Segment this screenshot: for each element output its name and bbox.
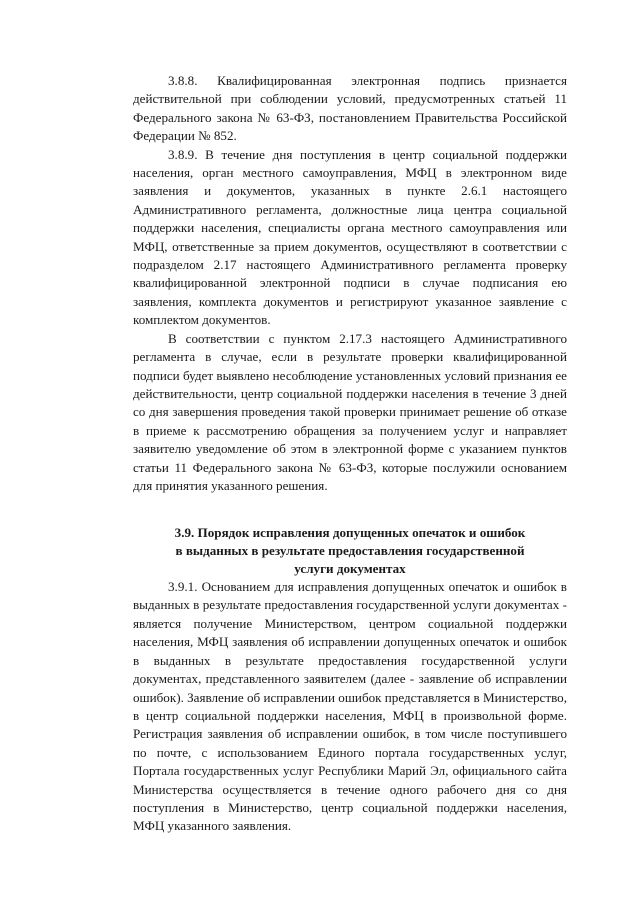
section-heading-line: 3.9. Порядок исправления допущенных опечаток и ошибок — [174, 525, 526, 541]
paragraph-3-8-9: 3.8.9. В течение дня поступления в центр социальной поддержки населения, орган местного самоуправления, МФЦ в электронном виде заявления и документов, указанных в пункте 2.6.1 настоящего Административного регламента, должностные лица центра социальной поддержки населения, специалисты органа местного самоуправления или МФЦ, ответственные за прием документов, осуществляют в соответствии с подразделом 2.17 настоящего Административного регламента проверку квалифицированной электронной подписи в случае подписания ею заявления, комплекта документов и регистрируют указанное заявление с комплектом документов. — [133, 146, 567, 328]
section-heading-3-9 — [133, 524, 567, 578]
section-heading-line: услуги документах — [294, 561, 406, 577]
paragraph-2-17-3-reference: В соответствии с пунктом 2.17.3 настоящего Административного регламента в случае, если в результате проверки квалифицированной подписи будет выявлено несоблюдение установленных условий признания ее действительности, центр социальной поддержки населения в течение 3 дней со дня завершения проведения такой проверки принимает решение об отказе в приеме к рассмотрению обращения за получением услуг и направляет заявителю уведомление об этом в электронной форме с указанием пунктов статьи 11 Федерального закона № 63-ФЗ, которые послужили основанием для принятия указанного решения. — [133, 330, 567, 493]
paragraph-3-8-8: 3.8.8. Квалифицированная электронная подпись признается действительной при соблюдении условий, предусмотренных статьей 11 Федерального закона № 63-ФЗ, постановлением Правительства Российской Федерации № 852. — [133, 73, 567, 144]
section-heading-line: в выданных в результате предоставления государственной — [175, 543, 525, 559]
paragraph-3-9-1: 3.9.1. Основанием для исправления допущенных опечаток и ошибок в выданных в результате предоставления государственной услуги документах - является получение Министерством, центром социальной поддержки населения, МФЦ заявления об исправлении допущенных опечаток и ошибок в выданных в результате предоставления государственной услуги документах, представленного заявителем (далее - заявление об исправлении ошибок). Заявление об исправлении ошибок представляется в Министерство, в центр социальной поддержки населения, МФЦ в произвольной форме. Регистрация заявления об исправлении ошибок, в том числе поступившего по почте, с использованием Единого портала государственных услуг, Портала государственных услуг Республики Марий Эл, официального сайта Министерства осуществляется в течение одного рабочего дня со дня поступления в Министерство, центр социальной поддержки населения, МФЦ указанного заявления. — [133, 579, 567, 834]
document-body — [133, 72, 567, 836]
